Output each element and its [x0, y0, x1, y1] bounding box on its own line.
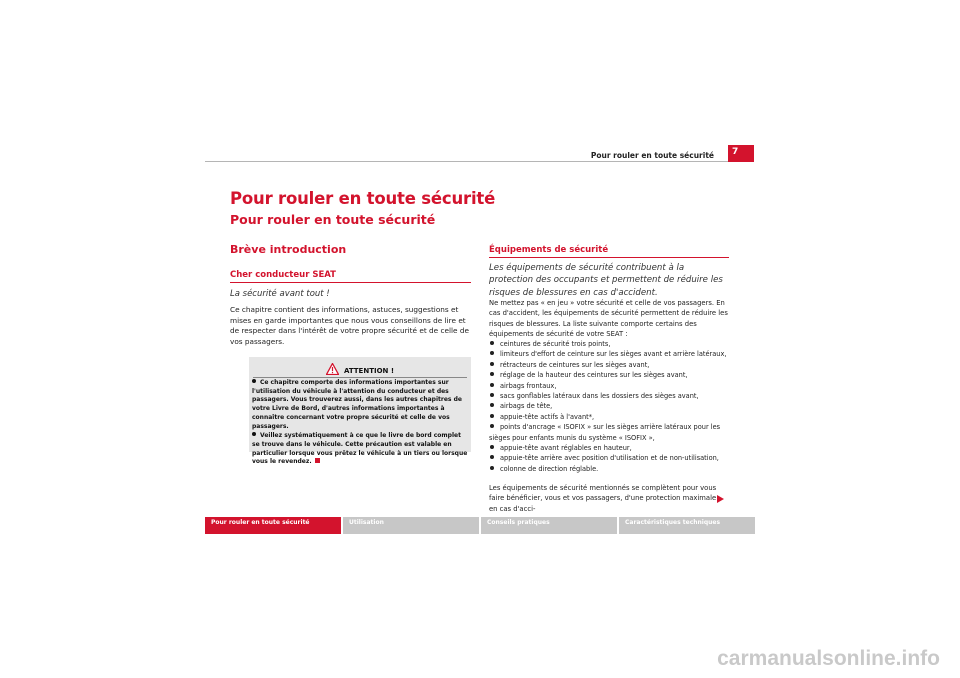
tab-caracteristiques-techniques[interactable]: Caractéristiques techniques [619, 517, 755, 534]
warning-icon [326, 363, 339, 377]
left-heading: Cher conducteur SEAT [230, 270, 336, 280]
list-item [489, 453, 729, 463]
list-item-text: rétracteurs de ceintures sur les sièges avant, [500, 360, 650, 369]
bullet-icon [490, 351, 494, 355]
running-header-title: Pour rouler en toute sécurité [590, 151, 714, 160]
left-lead: La sécurité avant tout ! [230, 289, 330, 299]
bullet-icon [490, 341, 494, 345]
list-item-text: limiteurs d'effort de ceinture sur les sièges avant et arrière latéraux, [500, 350, 727, 359]
header-rule [205, 161, 728, 162]
list-item-text: colonne de direction réglable. [500, 464, 599, 473]
tab-pour-rouler[interactable]: Pour rouler en toute sécurité [205, 517, 341, 534]
warning-item-text: Veillez systématiquement à ce que le livre de bord complet se trouve dans le véhicule. Cette précaution est valable en particulier lorsque vous prêtez le véhicule à un tiers ou lorsque vous le revendez. [252, 432, 468, 466]
list-item [489, 443, 729, 453]
left-paragraph: Ce chapitre contient des informations, astuces, suggestions et mises en garde importantes que nous vous conseillons de lire et de respecter dans l'intérêt de votre propre sécurité et de celle de vos passagers. [230, 305, 469, 346]
safety-equipment-list [489, 339, 729, 474]
right-intro: Ne mettez pas « en jeu » votre sécurité et celle de vos passagers. En cas d'accident, les équipements de sécurité permettent de réduire les risques de blessures. La liste suivante comporte certains des équipements de sécurité de votre SEAT : [489, 299, 728, 339]
continue-arrow-icon [717, 495, 724, 503]
tab-utilisation[interactable]: Utilisation [343, 517, 479, 534]
list-item [489, 464, 729, 474]
section-title: Brève introduction [230, 243, 347, 256]
bullet-icon [490, 362, 494, 366]
right-outro: Les équipements de sécurité mentionnés se complètent pour vous faire bénéficier, vous et vos passagers, d'une protection maximale en cas d'acci- [489, 484, 717, 513]
list-item [489, 401, 729, 411]
right-lead: Les équipements de sécurité contribuent à la protection des occupants et permettent de réduire les risques de blessures en cas d'accident. [489, 263, 723, 298]
warning-body [252, 379, 468, 468]
warning-item-text: Ce chapitre comporte des informations importantes sur l'utilisation du véhicule à l'attention du conducteur et des passagers. Vous trouverez aussi, dans les autres chapitres de votre Livre de Bord, d'autres informations importantes à connaître concernant votre propre sécurité et celle de vos passagers. [252, 379, 462, 430]
list-item-text: appuie-tête arrière avec position d'utilisation et de non-utilisation, [500, 454, 719, 463]
chapter-title: Pour rouler en toute sécurité [230, 189, 496, 208]
bullet-icon [490, 424, 494, 428]
list-item-text: airbags de tête, [500, 402, 553, 411]
list-item-text: airbags frontaux, [500, 381, 557, 390]
list-item-text: réglage de la hauteur des ceintures sur les sièges avant, [500, 371, 688, 380]
list-item-text: ceintures de sécurité trois points, [500, 340, 611, 348]
list-item [489, 412, 729, 422]
bullet-icon [490, 414, 494, 418]
right-heading-rule [489, 257, 729, 258]
bullet-icon [252, 432, 256, 436]
list-item [489, 360, 729, 370]
bullet-icon [490, 383, 494, 387]
bullet-icon [490, 403, 494, 407]
bullet-icon [490, 455, 494, 459]
list-item [489, 349, 729, 359]
list-item [489, 391, 729, 401]
tab-conseils-pratiques[interactable]: Conseils pratiques [481, 517, 617, 534]
list-item [489, 370, 729, 380]
left-heading-rule [230, 282, 471, 283]
warning-title [249, 363, 471, 377]
list-item-text: appuie-tête avant réglables en hauteur, [500, 444, 632, 453]
list-item-text: points d'ancrage « ISOFIX » sur les sièges arrière latéraux pour les sièges pour enfants munis du système « ISOFIX », [489, 423, 721, 442]
right-heading: Équipements de sécurité [489, 245, 609, 255]
list-item [489, 381, 729, 391]
warning-title-text: ATTENTION ! [343, 367, 395, 375]
list-item-text: sacs gonflables latéraux dans les dossiers des sièges avant, [500, 392, 699, 401]
list-item-text: appuie-tête actifs à l'avant*, [500, 412, 595, 421]
list-item [489, 339, 729, 349]
list-item [489, 422, 729, 443]
warning-item [252, 432, 468, 467]
bullet-icon [490, 466, 494, 470]
bullet-icon [490, 393, 494, 397]
page-number: 7 [728, 145, 754, 162]
bullet-icon [490, 445, 494, 449]
warning-item [252, 379, 468, 431]
chapter-subtitle: Pour rouler en toute sécurité [230, 212, 436, 227]
warning-divider [253, 377, 467, 378]
bullet-icon [252, 379, 256, 383]
warning-box [249, 357, 471, 466]
end-of-section-icon [315, 458, 320, 463]
watermark: carmanualsonline.info [717, 647, 940, 670]
bullet-icon [490, 372, 494, 376]
